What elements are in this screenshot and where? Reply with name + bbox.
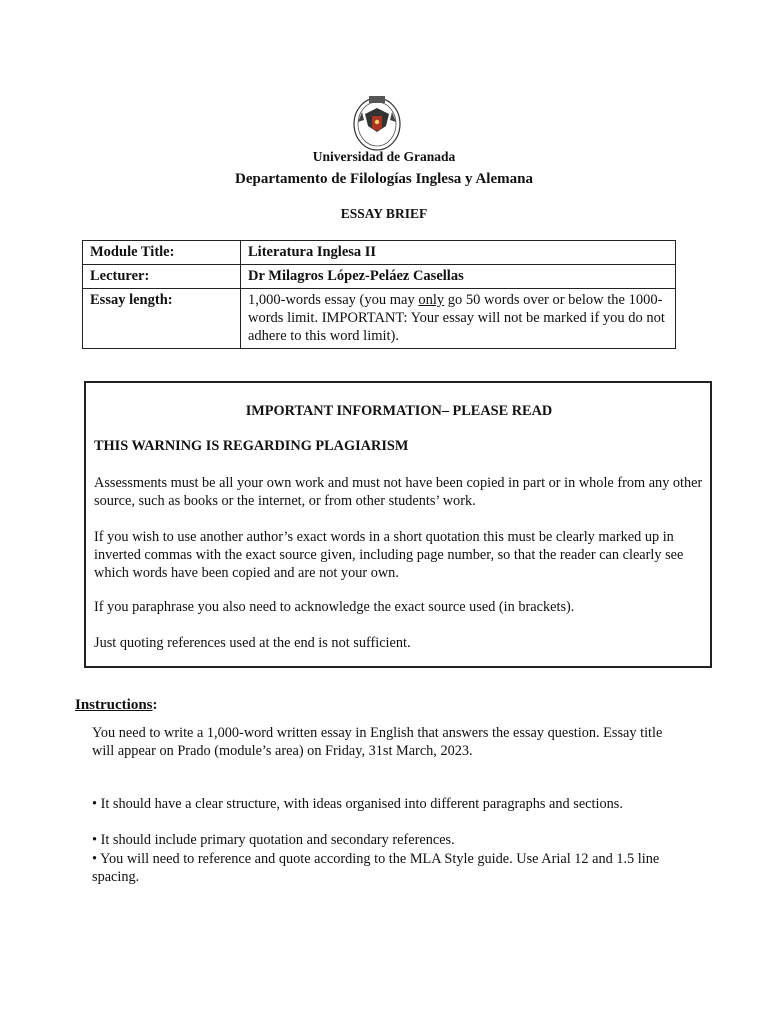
instructions-intro: You need to write a 1,000-word written essay in English that answers the essay question. Essay title will appear on Prado (module’s area) on Friday, 31st March, 2023. xyxy=(92,725,663,759)
warning-paragraph-1: Assessments must be all your own work and must not have been copied in part or in whole from any other source, such as books or the internet, or from other students’ work. xyxy=(94,475,703,509)
university-name: Universidad de Granada xyxy=(312,149,456,164)
warning-paragraph-2: If you wish to use another author’s exact words in a short quotation this must be clearly marked up in inverted commas with the exact source given, including page number, so that the reader can clearly see which words have been copied and are not your own. xyxy=(94,529,684,581)
instructions-heading-colon: : xyxy=(152,697,158,713)
essay-length-text: 1,000-words essay (you may xyxy=(248,292,419,308)
list-item: • It should have a clear structure, with ideas organised into different paragraphs and sections. xyxy=(92,796,623,812)
document-title: ESSAY BRIEF xyxy=(340,206,428,221)
table-row xyxy=(83,265,676,289)
university-crest-logo xyxy=(352,92,402,152)
lecturer-label: Lecturer: xyxy=(83,265,241,289)
department-name: Departamento de Filologías Inglesa y Alemana xyxy=(235,171,533,187)
plagiarism-warning-box xyxy=(84,381,712,668)
warning-paragraph-3: If you paraphrase you also need to acknowledge the exact source used (in brackets). xyxy=(94,599,575,615)
warning-title: IMPORTANT INFORMATION– PLEASE READ xyxy=(245,403,553,419)
list-item: • It should include primary quotation and secondary references. xyxy=(92,832,455,848)
table-row xyxy=(83,289,676,349)
instructions-heading-label: Instructions xyxy=(75,697,153,713)
warning-subtitle: THIS WARNING IS REGARDING PLAGIARISM xyxy=(94,438,409,454)
essay-length-label: Essay length: xyxy=(83,289,241,349)
module-title-value: Literatura Inglesa II xyxy=(241,241,676,265)
list-item: • You will need to reference and quote according to the MLA Style guide. Use Arial 12 and 1.5 line spacing. xyxy=(92,851,660,885)
warning-paragraph-4: Just quoting references used at the end is not sufficient. xyxy=(94,635,411,651)
table-row xyxy=(83,241,676,265)
essay-details-table xyxy=(82,240,676,349)
instructions-heading xyxy=(75,697,158,714)
module-title-label: Module Title: xyxy=(83,241,241,265)
essay-length-value xyxy=(241,289,676,349)
essay-length-emphasis: only xyxy=(418,292,445,308)
essay-length-text-rest: go 50 words over or below the 1000-words limit. IMPORTANT: Your essay will not be marked if you do not adhere to this word limit). xyxy=(248,292,665,344)
lecturer-value: Dr Milagros López-Peláez Casellas xyxy=(241,265,676,289)
